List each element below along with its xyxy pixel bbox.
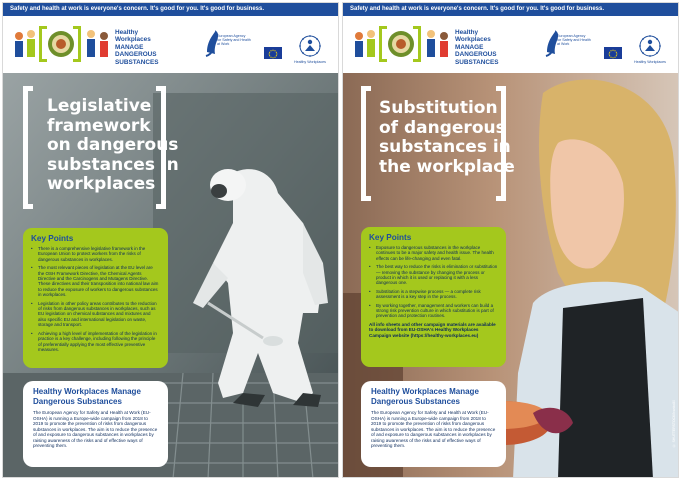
key-points-box — [361, 227, 506, 367]
key-points-heading: Key Points — [369, 233, 412, 242]
agency-name: European Agency for Safety and Health at Work — [557, 34, 591, 47]
campaign-info-title: Healthy Workplaces Manage Dangerous Substances — [33, 387, 141, 406]
campaign-name: Healthy Workplaces MANAGE DANGEROUS SUBSTANCES — [455, 29, 499, 66]
tagline-bar — [3, 3, 338, 16]
healthy-workplaces-logo-icon: Healthy Workplaces — [631, 34, 669, 68]
key-points-heading: Key Points — [31, 234, 74, 243]
logo-header — [343, 16, 678, 73]
key-points-list — [369, 245, 498, 319]
eu-flag-icon — [604, 47, 622, 59]
poster-legislative-framework — [2, 2, 339, 478]
campaign-info-body: The European Agency for Safety and Health at Work (EU-OSHA) is running a Europe-wide campaign from 2018 to 2019 to promote the prevention of risks from dangerous substances in workplaces. The aim is to reduce the presence of and exposure to dangerous substances in workplaces by raising awareness of the risks and of effective ways of preventing them. — [371, 410, 496, 448]
key-point: • By working together, management and workers can build a strong risk prevention culture in which substitution is part of prevention and protection routines. — [369, 303, 498, 319]
eu-flag-icon — [264, 47, 282, 59]
campaign-logo-icon — [349, 22, 453, 68]
campaign-name: Healthy Workplaces MANAGE DANGEROUS SUBSTANCES — [115, 29, 159, 66]
campaign-info-box — [23, 381, 168, 467]
key-points-list — [31, 246, 160, 352]
campaign-info-title: Healthy Workplaces Manage Dangerous Substances — [371, 387, 479, 406]
key-points-box — [23, 228, 168, 368]
key-point: • There is a comprehensive legislative framework in the European Union to protect workers from the risks of dangerous substances in workplaces. — [31, 246, 160, 262]
key-point: • The best way to reduce the risks is elimination or substitution — removing the substance by changing the process or product in which it is used or replacing it with a less dangerous one. — [369, 264, 498, 286]
key-point: • Exposure to dangerous substances in the workplace continues to be a major safety and health issue. The health effects can be life-changing and even fatal. — [369, 245, 498, 261]
left-bracket — [361, 86, 371, 201]
key-point: • The most relevant pieces of legislation at the EU level are the OSH Framework Directive, the Chemical Agents Directive and the Carcinogens and Mutagens Directive. These directives and their transposition into national law aim to reduce the exposure of workers to dangerous substances in workplaces. — [31, 265, 160, 297]
key-point: • Substitution is a stepwise process — a complete risk assessment is a key step in the process. — [369, 289, 498, 300]
poster-title: Legislative framework on dangerous substances in workplaces — [47, 96, 179, 194]
poster-title: Substitution of dangerous substances in the workplace — [379, 98, 515, 177]
tagline: Safety and health at work is everyone's concern. It's good for you. It's good for business. — [350, 6, 604, 12]
poster-substitution — [342, 2, 679, 478]
campaign-materials-note: All info sheets and other campaign materials are available to download from EU-OSHA's Healthy Workplaces Campaign website (https://healthy-workplaces.eu) — [369, 321, 496, 338]
logo-header — [3, 16, 338, 73]
campaign-info-body: The European Agency for Safety and Health at Work (EU-OSHA) is running a Europe-wide campaign from 2018 to 2019 to promote the prevention of risks from dangerous substances in workplaces. The aim is to reduce the presence of and exposure to dangerous substances in workplaces by raising awareness of the risks and of effective ways of preventing them. — [33, 410, 158, 448]
tagline-bar — [343, 3, 678, 16]
agency-name: European Agency for Safety and Health at Work — [217, 34, 251, 47]
tagline: Safety and health at work is everyone's concern. It's good for you. It's good for business. — [10, 6, 264, 12]
photo-credit: © SHUTTERSTOCK/Ivanko80 — [672, 399, 676, 447]
left-bracket — [23, 86, 33, 209]
healthy-workplaces-logo-icon: Healthy Workplaces — [291, 34, 329, 68]
key-point: • Achieving a high level of implementation of the legislation in practice is a key challenge, including following the principle of preferentially applying the most effective preventive measures. — [31, 331, 160, 353]
campaign-logo-icon — [9, 22, 113, 68]
campaign-info-box — [361, 381, 506, 467]
key-point: • Legislation in other policy areas contributes to the reduction of risks from dangerous substances in workplaces, such as EU legislation on chemical substances and mixtures and also specific EU and international legislation on waste, storage and transport. — [31, 301, 160, 328]
